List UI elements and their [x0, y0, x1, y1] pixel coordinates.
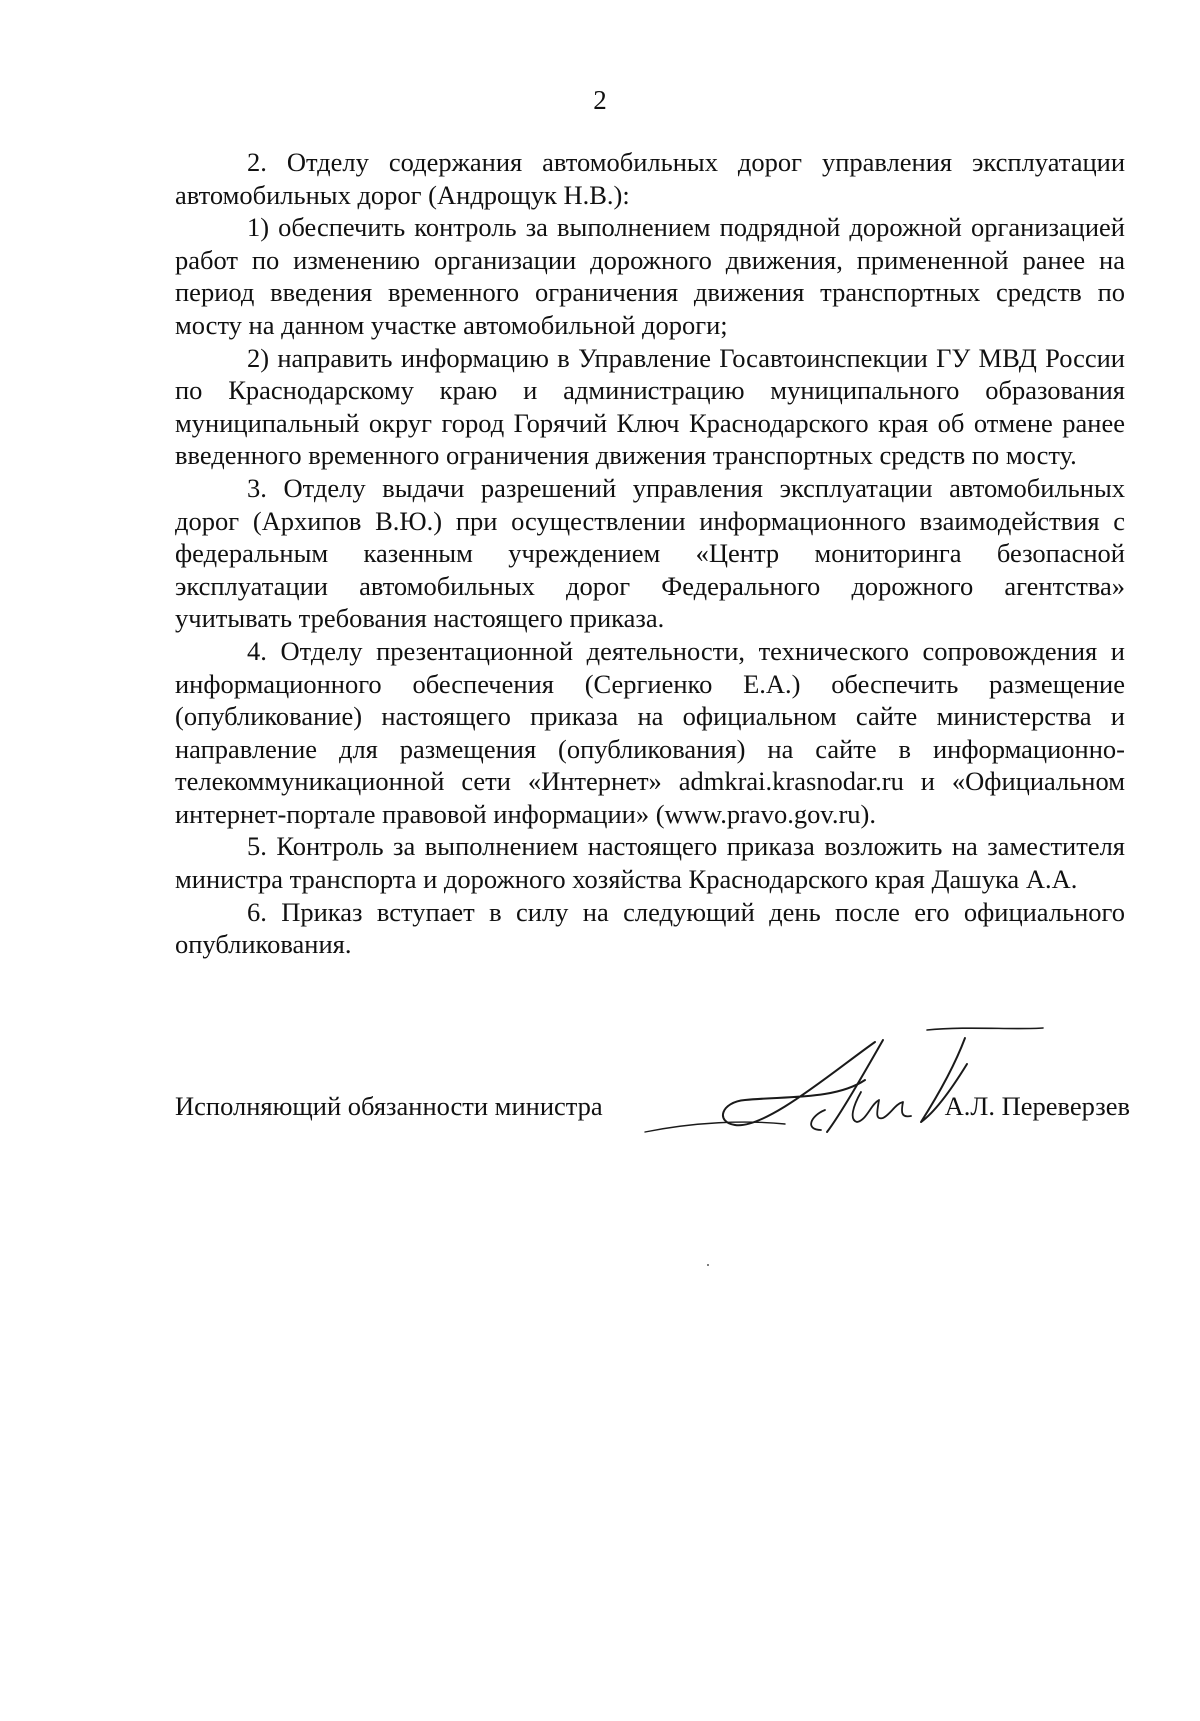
signatory-position: Исполняющий обязанности министра [175, 1091, 603, 1121]
paragraph-item-2: 2. Отделу содержания автомобильных дорог управления эксплуатации автомобильных дорог (Андрощук Н.В.): [175, 147, 1125, 210]
handwritten-signature [635, 1020, 1045, 1140]
paragraph-item-3: 3. Отделу выдачи разрешений управления эксплуатации автомобильных дорог (Архипов В.Ю.) при осуществлении информационного взаимодействия с федеральным казенным учреждением «Центр мониторинга безопасной эксплуатации автомобильных дорог Федерального дорожного агентства» учитывать требования настоящего приказа. [175, 472, 1125, 634]
document-body [175, 146, 1125, 961]
scan-artifact [707, 1264, 709, 1266]
page-number: 2 [593, 85, 607, 115]
signature-block [175, 1020, 1130, 1140]
paragraph-item-6: 6. Приказ вступает в силу на следующий день после его официального опубликования. [175, 896, 1125, 960]
paragraph-subitem-2-1: 1) обеспечить контроль за выполнением подрядной дорожной организацией работ по изменению организации дорожного движения, примененной ранее на период введения временного ограничения движения транспортных средств по мосту на данном участке автомобильной дороги; [175, 212, 1125, 340]
paragraph-item-4: 4. Отделу презентационной деятельности, технического сопровождения и информационного обеспечения (Сергиенко Е.А.) обеспечить размещение (опубликование) настоящего приказа на официальном сайте министерства и направление для размещения (опубликования) на сайте в информационно-телекоммуникационной сети «Интернет» admkrai.krasnodar.ru и «Официальном интернет-портале правовой информации» (www.pravo.gov.ru). [175, 635, 1125, 829]
signatory-name: А.Л. Переверзев [944, 1091, 1130, 1121]
paragraph-item-5: 5. Контроль за выполнением настоящего приказа возложить на заместителя министра транспорта и дорожного хозяйства Краснодарского края Дашука А.А. [175, 831, 1125, 895]
paragraph-subitem-2-2: 2) направить информацию в Управление Госавтоинспекции ГУ МВД России по Краснодарскому краю и администрацию муниципального образования муниципальный округ город Горячий Ключ Краснодарского края об отмене ранее введенного временного ограничения движения транспортных средств по мосту. [175, 342, 1125, 471]
